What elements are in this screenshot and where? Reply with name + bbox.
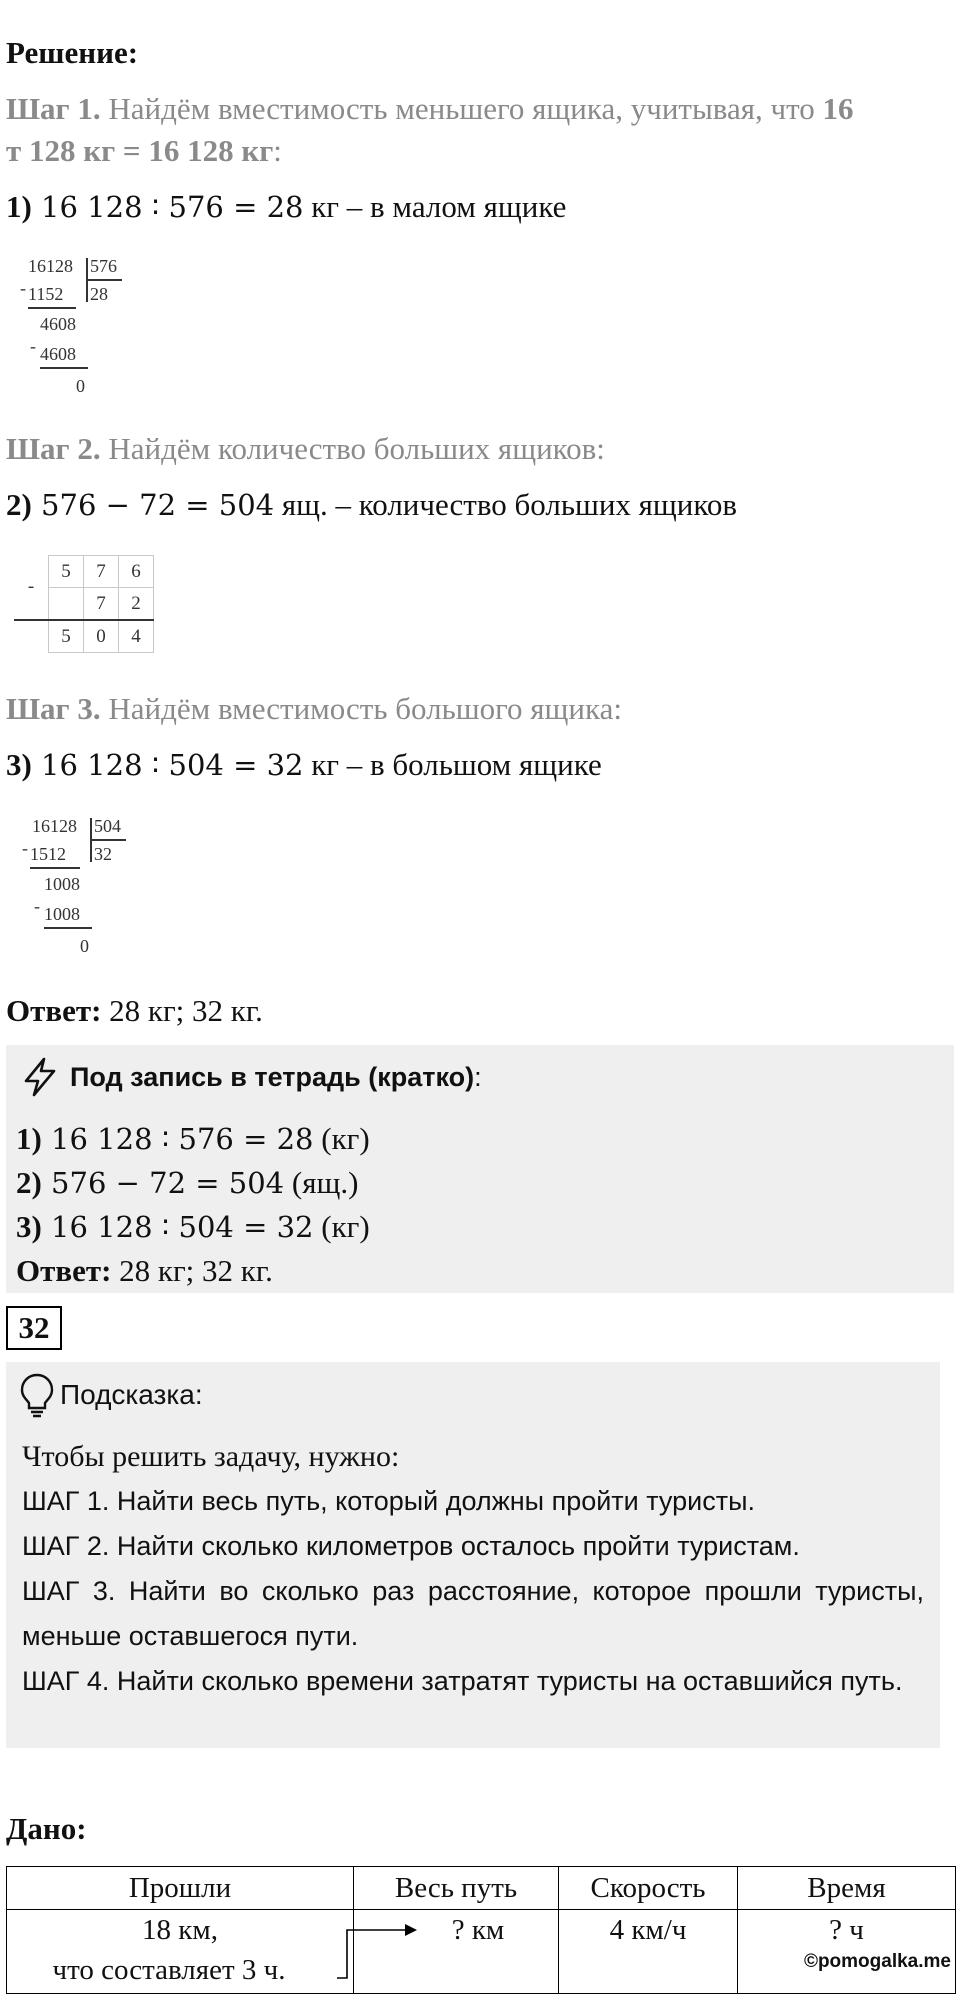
hint-step-2-text: Найти сколько километров осталось пройти туристам. xyxy=(109,1531,800,1561)
equation-3-tail: кг – в большом ящике xyxy=(303,747,602,782)
step-2-line xyxy=(6,428,605,470)
lightbulb-icon xyxy=(18,1372,56,1423)
div1-line-1 xyxy=(28,307,76,309)
answer-line xyxy=(6,990,263,1032)
sub-cell: 7 xyxy=(84,556,119,588)
notebook-line-1-tail: (кг) xyxy=(313,1121,370,1156)
notebook-line-1-expr: 16 128 ∶ 576 = 28 xyxy=(41,1122,314,1156)
div2-divisor: 504 xyxy=(94,816,121,836)
hint-step-1-label: ШАГ 1. xyxy=(22,1486,110,1516)
step-3-label: Шаг 3. xyxy=(6,691,101,726)
task-number: 32 xyxy=(6,1306,62,1350)
div2-minus-1: - xyxy=(22,838,28,858)
step-1-line-1 xyxy=(6,88,854,130)
given-header-time: Время xyxy=(738,1867,956,1910)
given-passed-line-1: 18 км, xyxy=(142,1914,218,1946)
given-cell-passed xyxy=(7,1910,354,1994)
div2-sub-1: 1512 xyxy=(30,844,66,864)
step-1-end: : xyxy=(273,133,282,168)
step-3-text: Найдём вместимость большого ящика: xyxy=(100,691,622,726)
notebook-line-3-expr: 16 128 ∶ 504 = 32 xyxy=(41,1210,314,1244)
hint-step-1 xyxy=(22,1479,924,1524)
sub-cell: 4 xyxy=(119,620,154,653)
sub-cell: 5 xyxy=(49,556,84,588)
hint-step-3 xyxy=(22,1569,924,1659)
div2-quotient: 32 xyxy=(94,844,112,864)
div2-minus-2: - xyxy=(34,896,40,916)
step-1-bold-1: 16 xyxy=(822,91,854,126)
div2-remainder-1: 1008 xyxy=(44,874,80,894)
sub-cell-empty xyxy=(14,620,49,653)
given-header-passed: Прошли xyxy=(7,1867,354,1910)
given-table xyxy=(6,1866,956,1994)
div2-dividend: 16128 xyxy=(32,816,77,836)
equation-3 xyxy=(6,744,602,786)
notebook-line-2-number: 2) xyxy=(16,1165,42,1200)
notebook-answer-label: Ответ: xyxy=(16,1253,112,1288)
sub-cell xyxy=(49,588,84,621)
hint-box xyxy=(6,1362,940,1748)
equation-3-expr: 16 128 ∶ 504 = 32 xyxy=(31,748,304,782)
step-1-line-2 xyxy=(6,130,282,172)
equation-2-expr: 576 − 72 = 504 xyxy=(31,488,275,522)
div1-quotient: 28 xyxy=(90,284,108,304)
equation-1 xyxy=(6,186,566,228)
equation-3-number: 3) xyxy=(6,747,32,782)
sub-cell: 0 xyxy=(84,620,119,653)
div2-remainder-2: 0 xyxy=(80,936,89,956)
given-time: ? ч xyxy=(829,1914,864,1946)
lightning-icon xyxy=(18,1055,62,1104)
long-division-2 xyxy=(20,816,130,966)
step-2-label: Шаг 2. xyxy=(6,431,101,466)
notebook-line-2-expr: 576 − 72 = 504 xyxy=(41,1166,285,1200)
notebook-title-colon: : xyxy=(474,1062,482,1092)
div1-sub-1: 1152 xyxy=(28,284,64,304)
notebook-answer xyxy=(16,1249,273,1293)
notebook-line-1 xyxy=(16,1117,370,1161)
div2-line-2 xyxy=(44,927,92,929)
watermark: ©pomogalka.me xyxy=(803,1951,951,1972)
subtraction-minus: - xyxy=(14,556,49,621)
given-passed-line-2: что составляет 3 ч. xyxy=(52,1954,286,1986)
given-header-speed: Скорость xyxy=(559,1867,738,1910)
equation-2-tail: ящ. – количество больших ящиков xyxy=(274,487,738,522)
div2-divisor-line xyxy=(90,839,126,841)
div1-sub-2: 4608 xyxy=(40,344,76,364)
notebook-answer-text: 28 кг; 32 кг. xyxy=(111,1253,273,1288)
step-1-text: Найдём вместимость меньшего ящика, учитывая, что xyxy=(100,91,823,126)
step-1-bold-2: т 128 кг = 16 128 кг xyxy=(6,133,274,168)
answer-text: 28 кг; 32 кг. xyxy=(101,993,263,1028)
hint-step-2 xyxy=(22,1524,924,1569)
notebook-line-3-number: 3) xyxy=(16,1209,42,1244)
hint-step-4-label: ШАГ 4. xyxy=(22,1666,110,1696)
solution-heading: Решение: xyxy=(6,35,139,70)
div1-minus-1: - xyxy=(20,278,26,298)
div1-line-2 xyxy=(40,367,88,369)
given-header-full-path: Весь путь xyxy=(354,1867,559,1910)
notebook-title xyxy=(70,1059,482,1095)
step-2-text: Найдём количество больших ящиков: xyxy=(100,431,605,466)
sub-cell: 5 xyxy=(49,620,84,653)
equation-1-tail: кг – в малом ящике xyxy=(303,189,567,224)
notebook-line-2-tail: (ящ.) xyxy=(284,1165,359,1200)
hint-step-1-text: Найти весь путь, который должны пройти туристы. xyxy=(109,1486,755,1516)
equation-2 xyxy=(6,484,737,526)
div1-divisor-line xyxy=(86,279,122,281)
div1-remainder-1: 4608 xyxy=(40,314,76,334)
sub-cell: 6 xyxy=(119,556,154,588)
notebook-box xyxy=(6,1045,954,1293)
hint-intro: Чтобы решить задачу, нужно: xyxy=(22,1440,400,1473)
notebook-line-3-tail: (кг) xyxy=(313,1209,370,1244)
arrow-icon xyxy=(325,1920,435,1988)
notebook-title-text: Под запись в тетрадь (кратко) xyxy=(70,1062,475,1092)
given-cell-time xyxy=(738,1910,956,1994)
div2-sub-2: 1008 xyxy=(44,904,80,924)
equation-1-expr: 16 128 ∶ 576 = 28 xyxy=(31,190,304,224)
hint-step-4-text: Найти сколько времени затратят туристы на оставшийся путь. xyxy=(109,1666,903,1696)
equation-1-number: 1) xyxy=(6,189,32,224)
step-1-label: Шаг 1. xyxy=(6,91,101,126)
notebook-line-2 xyxy=(16,1161,358,1205)
notebook-line-3 xyxy=(16,1205,370,1249)
div1-dividend: 16128 xyxy=(28,256,73,276)
answer-label: Ответ: xyxy=(6,993,102,1028)
long-division-1 xyxy=(20,256,130,406)
hint-title: Подсказка: xyxy=(60,1379,203,1410)
hint-step-3-label: ШАГ 3. xyxy=(22,1576,116,1606)
sub-cell: 2 xyxy=(119,588,154,621)
div1-divisor: 576 xyxy=(90,256,117,276)
step-3-line xyxy=(6,688,622,730)
hint-step-3-text: Найти во сколько раз расстояние, которое прошли туристы, меньше оставшегося пути. xyxy=(22,1576,924,1651)
div2-line-1 xyxy=(30,867,80,869)
div1-remainder-2: 0 xyxy=(76,376,85,396)
given-full-path: ? км xyxy=(451,1914,505,1946)
hint-step-4 xyxy=(22,1659,924,1704)
div1-minus-2: - xyxy=(30,336,36,356)
equation-2-number: 2) xyxy=(6,487,32,522)
sub-cell: 7 xyxy=(84,588,119,621)
given-heading: Дано: xyxy=(6,1811,87,1846)
subtraction-table xyxy=(14,555,154,653)
hint-step-2-label: ШАГ 2. xyxy=(22,1531,110,1561)
notebook-line-1-number: 1) xyxy=(16,1121,42,1156)
given-cell-speed: 4 км/ч xyxy=(559,1910,738,1994)
